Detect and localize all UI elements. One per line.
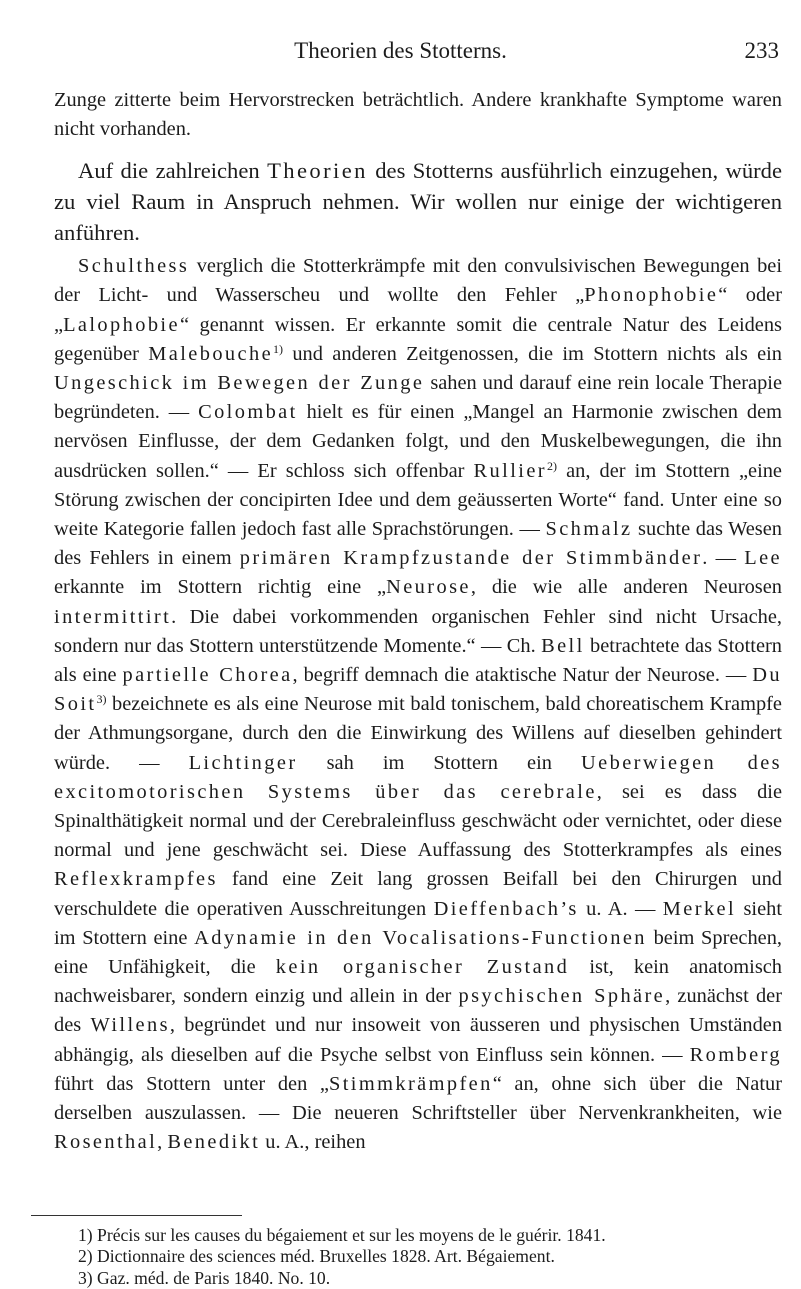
author-name: Du Soit	[54, 664, 782, 716]
text-run: , zunächst der des	[54, 985, 782, 1037]
text-run: “ oder „	[54, 284, 782, 336]
text-run: , begriff demnach die ataktische Natur der Neurose. —	[292, 664, 753, 687]
spaced-term: Willens	[90, 1014, 170, 1037]
text-run: fand eine Zeit lang grossen Beifall bei den Chirurgen und verschuldete die operativen Ausschreitungen	[54, 868, 782, 920]
text-run: u. A. —	[578, 897, 663, 920]
text-run: des Stotterns ausführlich einzugehen, würde zu viel Raum in Anspruch nehmen. Wir wollen nur einige der wichtigeren anführen.	[54, 158, 782, 245]
text-run: führt das Stottern unter den „	[54, 1072, 329, 1095]
spaced-term: Adynamie in den Vocalisations-Functionen	[194, 926, 647, 949]
text-run: verglich die Stotterkrämpfe mit den convulsivischen Bewegungen bei der Licht- und Wasserscheu und wollte den Fehler „	[54, 255, 782, 307]
author-name: Merkel	[662, 897, 737, 920]
author-name: Lee	[744, 547, 782, 570]
text-run: und anderen Zeitgenossen, die im Stottern nichts als ein	[283, 342, 783, 365]
footnotes	[78, 1225, 606, 1289]
author-name: Malebouche	[148, 342, 274, 365]
author-name: Dieffenbach’s	[433, 897, 579, 920]
footnote-ref: 1)	[273, 341, 284, 356]
text-run: beim Sprechen, eine Unfähigkeit, die	[54, 926, 782, 979]
spaced-term: partielle Chorea	[122, 664, 293, 687]
text-run: ist, kein anatomisch nachweisbarer, sondern einzig und allein in der	[54, 956, 782, 1008]
text-run: sieht im Stottern eine	[54, 897, 782, 949]
spaced-term: Stimmkrämpfen	[328, 1072, 493, 1095]
footnote-2: 2) Dictionnaire des sciences méd. Bruxelles 1828. Art. Bégaiement.	[78, 1246, 555, 1267]
text-run: , die wie alle anderen Neurosen	[470, 576, 782, 599]
text-run: ,	[157, 1131, 168, 1154]
text-run: u. A., reihen	[260, 1131, 366, 1154]
page-header	[0, 38, 801, 68]
text-run: erkannte im Stottern richtig eine „	[54, 576, 387, 599]
spaced-term: psychischen Sphäre	[458, 985, 666, 1008]
text-run: “ genannt wissen. Er erkannte somit die centrale Natur des Leidens gegenüber	[54, 313, 782, 365]
text-run: betrachtete das Stottern als eine	[54, 634, 782, 687]
author-name: Benedikt	[167, 1131, 261, 1154]
text-run: sah im Stottern ein	[297, 751, 582, 774]
footnote-separator	[31, 1215, 242, 1216]
spaced-term: intermittirt	[54, 605, 172, 628]
author-name: Lichtinger	[188, 751, 298, 774]
footnote-3: 3) Gaz. méd. de Paris 1840. No. 10.	[78, 1267, 331, 1288]
main-text	[54, 86, 782, 1157]
author-name: Romberg	[689, 1043, 782, 1066]
footnote-ref: 2)	[546, 458, 557, 473]
text-run: “ an, ohne sich über die Natur derselben auszulassen. — Die neueren Schriftsteller über Nervenkrankheiten, wie	[54, 1072, 783, 1125]
text-run: hielt es für einen „Mangel an Harmonie zwischen dem nervösen Einflusse, der dem Gedanken folgt, und den Muskelbewegungen, die ihn ausdrücken sollen.“ — Er schloss sich offenbar	[54, 401, 782, 482]
text-run: bezeichnete es als eine Neurose mit bald tonischem, bald choreatischem Krampfe der Athmungsorgane, durch den die Einwirkung des Willens auf dieselben gehindert würde. —	[54, 693, 782, 774]
spaced-term: Phonophobie	[584, 284, 719, 307]
text-run: sahen und darauf eine rein locale Therapie begründeten. —	[54, 372, 782, 424]
spaced-term: Ueberwiegen des excitomotorischen Systems über das cerebrale	[54, 751, 782, 803]
page-number: 233	[744, 38, 779, 63]
text-run: an, der im Stottern „eine Störung zwischen der concipirten Idee und dem geäusserten Worte“ fand. Unter eine so weite Kategorie fallen jedoch fast alle Sprachstörungen. —	[54, 459, 782, 541]
paragraph-1: Zunge zitterte beim Hervorstrecken beträchtlich. Andere krankhafte Symptome waren nicht vorhanden.	[54, 89, 782, 141]
emphasis-theorien: Theorien	[267, 158, 368, 184]
footnote-ref: 3)	[96, 692, 107, 707]
text-run: . Die dabei vorkommenden organischen Fehler sind nicht Ursache, sondern nur das Stottern unterstützende Momente.“ — Ch.	[54, 605, 782, 657]
spaced-term: primären Krampfzustande der Stimmbänder	[239, 547, 703, 570]
paragraph-3	[54, 252, 782, 1157]
spaced-term: Lalophobie	[63, 313, 180, 336]
paragraph-2	[54, 156, 782, 248]
author-name: Bell	[541, 634, 585, 657]
spaced-term: kein organischer Zustand	[275, 956, 570, 979]
text-run: , sei es dass die Spinalthätigkeit normal und der Cerebraleinfluss geschwächt oder vernichtet, oder diese normal und jene geschwächt sei. Diese Auffassung des Stotterkrampfes als eines	[54, 780, 783, 862]
spaced-term: Ungeschick im Bewegen der Zunge	[54, 372, 425, 394]
author-name: Colombat	[198, 401, 298, 424]
spaced-term: Neurose	[386, 576, 471, 599]
author-name: Schulthess	[78, 255, 190, 278]
author-name: Rosenthal	[54, 1131, 158, 1154]
spaced-term: Reflexkrampfes	[54, 868, 218, 891]
text-run: , begründet und nur insoweit von äusseren und physischen Umständen abhängig, als dieselben auf die Psyche selbst von Einfluss sein können. —	[54, 1014, 783, 1066]
author-name: Rullier	[473, 459, 547, 482]
text-run: suchte das Wesen des Fehlers in einem	[54, 518, 782, 570]
running-title: Theorien des Stotterns.	[294, 38, 507, 63]
text-run: . —	[702, 547, 745, 570]
text-run: Auf die zahlreichen	[78, 158, 268, 184]
author-name: Schmalz	[545, 518, 633, 541]
footnote-1: 1) Précis sur les causes du bégaiement et sur les moyens de le guérir. 1841.	[78, 1225, 606, 1245]
